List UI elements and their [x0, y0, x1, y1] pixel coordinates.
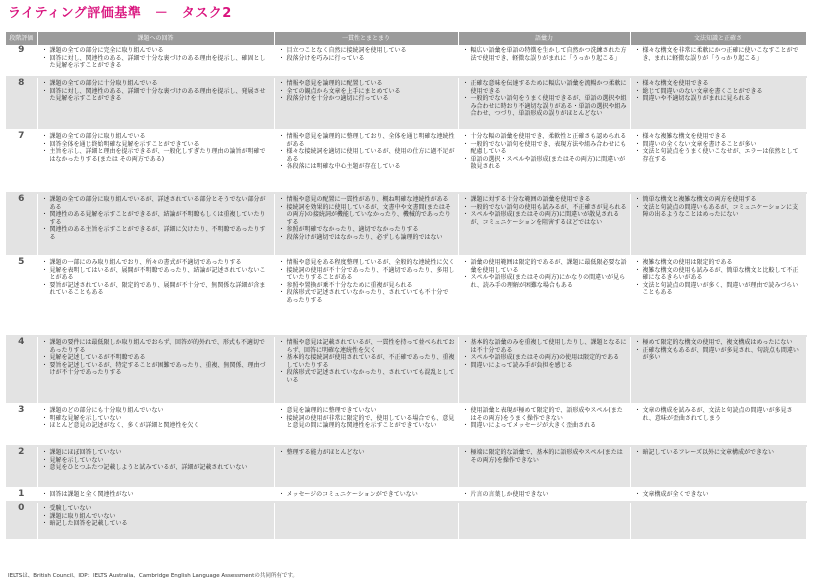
descriptor-item: ・ 主旨を示し、詳細と理由を提示できるが、一般化しすぎたり理由の論旨が明確ではなかったりする(または その両方である): [50, 148, 271, 163]
descriptor-item: ・ スペルや語形成(またはその両方)にかなりの間違いが見られ、読み手の理解が困難な場合もある: [471, 274, 627, 289]
col-header-task-response: 課題への回答: [37, 32, 274, 45]
descriptor-list: [462, 259, 627, 289]
descriptor-item: ・ 情報や意見の配置に一貫性があり、概ね明確な連続性がある: [287, 196, 455, 204]
band-row: [6, 256, 806, 336]
descriptor-item: ・ 簡単な構文と複雑な構文の両方を使用する: [643, 196, 803, 204]
descriptor-item: ・ スペルや語形成(またはその両方)に間違いが散見されるが、コミュニケーションを阻害するほどではない: [471, 211, 627, 226]
descriptor-list: [278, 339, 455, 384]
descriptor-item: ・ 見解を示していない: [50, 457, 271, 465]
descriptor-item: ・ 課題の全ての部分に十分取り組んでいる: [50, 80, 271, 88]
descriptor-item: ・ 参照が明確でなかったり、適切でなかったりする: [287, 226, 455, 234]
descriptor-item: ・ 様々な構文を使用できる: [643, 80, 803, 88]
descriptor-item: ・ 間違いの全くない文章を書けることが多い: [643, 141, 803, 149]
descriptor-item: ・ 極端に限定的な語彙で、基本的に語形成やスペル(またはその両方)を操作できない: [471, 449, 627, 464]
grammar-cell: [630, 446, 806, 488]
task-response-cell: [37, 446, 274, 488]
rubric-body: [6, 45, 806, 540]
coherence-cell: [274, 193, 458, 256]
grammar-cell: [630, 336, 806, 404]
band-row: [6, 336, 806, 404]
band-score: 3: [6, 404, 37, 446]
descriptor-item: ・ 片言の言葉しか使用できない: [471, 491, 627, 499]
band-row: [6, 488, 806, 502]
descriptor-item: ・ 一般的でない語句をうまく使用できるが、単語の選択や組み合わせに時おり不適切な誤りがある・単語の選択や組み合わせ、つづり、単語形成の誤りがほとんどない: [471, 95, 627, 118]
descriptor-item: ・ 様々な複雑な構文を使用できる: [643, 133, 803, 141]
descriptor-item: ・ 課題にほぼ回答していない: [50, 449, 271, 457]
descriptor-item: ・ 見解を記述しているが不明瞭である: [50, 354, 271, 362]
coherence-cell: [274, 336, 458, 404]
band-score: 5: [6, 256, 37, 336]
descriptor-item: ・ 文法と句読点をうまく使いこなせが、エラーは依然として存在する: [643, 148, 803, 163]
descriptor-item: ・ 全ての観点から文章を上手にまとめている: [287, 88, 455, 96]
descriptor-item: ・ 情報や意見を論理的に配置している: [287, 80, 455, 88]
descriptor-item: ・ 課題の全ての部分に取り組んでいるが、詳述されている部分とそうでない部分がある: [50, 196, 271, 211]
task-response-cell: [37, 193, 274, 256]
descriptor-item: ・ 文法と句読点の間違いが多く、間違いが理由で読みづらいこともある: [643, 282, 803, 297]
task-response-cell: [37, 502, 274, 540]
lexical-cell: [458, 502, 630, 540]
descriptor-list: [462, 133, 627, 171]
descriptor-item: ・ 回答に対し、関連性のある、詳細で十分な裏づけのある理由を提示し、発展させた見解を示すことができる: [50, 88, 271, 103]
descriptor-item: ・ 極めて限定的な構文の使用で、複文構成はめったにない: [643, 339, 803, 347]
descriptor-item: ・ 複雑な構文の使用も試みるが、簡単な構文と比較して不正確になるきらいがある: [643, 267, 803, 282]
descriptor-list: [278, 133, 455, 171]
descriptor-item: ・ 回答に対し、関連性のある、詳細で十分な裏づけのある理由を提示し、確固とした見解を示すことができる: [50, 55, 271, 70]
task-response-cell: [37, 130, 274, 193]
descriptor-item: ・ 課題に対する十分な範囲の語彙を使用できる: [471, 196, 627, 204]
lexical-cell: [458, 193, 630, 256]
descriptor-list: [278, 407, 455, 430]
descriptor-item: ・ 要旨が記述されているが、限定的であり、展開が不十分で、無関係な詳細が含まれていることもある: [50, 282, 271, 297]
descriptor-list: [41, 133, 271, 163]
descriptor-item: ・ スペルや語形成(またはその両方)の使用は限定的である: [471, 354, 627, 362]
descriptor-list: [41, 80, 271, 103]
descriptor-list: [634, 449, 803, 457]
descriptor-item: ・ 複雑な構文の使用は限定的である: [643, 259, 803, 267]
descriptor-item: ・ 接続詞の使用が非常に限定的で、使用している場合でも、意見と意見の間に論理的な関連性を示すことができていない: [287, 415, 455, 430]
grammar-cell: [630, 130, 806, 193]
coherence-cell: [274, 488, 458, 502]
band-row: [6, 77, 806, 130]
band-score: 9: [6, 45, 37, 77]
descriptor-list: [634, 80, 803, 103]
descriptor-item: ・ 関連性のある見解を示すことができるが、結論が不明瞭もしくは重複していたりする: [50, 211, 271, 226]
descriptor-item: ・ 意見をひとつふたつ記載しようと試みているが、詳細が記載されていない: [50, 464, 271, 472]
col-header-grammar: 文法知識と正確さ: [630, 32, 806, 45]
descriptor-item: ・ 回答全体を通じ終始明確な見解を示すことができている: [50, 141, 271, 149]
descriptor-item: ・ 課題の要件には最低限しか取り組んでおらず、回答が的外れで、形式も不適切であったりする: [50, 339, 271, 354]
grammar-cell: [630, 488, 806, 502]
band-score: 4: [6, 336, 37, 404]
descriptor-item: ・ 課題の全ての部分に取り組んでいる: [50, 133, 271, 141]
descriptor-item: ・ 間違いによって読み手が負担を感じる: [471, 362, 627, 370]
descriptor-item: ・ 課題の全ての部分に完全に取り組んでいる: [50, 47, 271, 55]
descriptor-item: ・ 見解を表明してはいるが、展開が不明瞭であったり、結論が記述されていないことがある: [50, 267, 271, 282]
copyright-footer: IELTSは、British Council、IDP：IELTS Australia、Cambridge English Language Assessmentの共同所有です。: [8, 573, 298, 579]
coherence-cell: [274, 404, 458, 446]
descriptor-item: ・ 情報や意見は記載されているが、一貫性を持って並べられておらず、回答に明確な連続性を欠く: [287, 339, 455, 354]
descriptor-item: ・ 段落分けが適切ではなかったり、必ずしも論理的ではない: [287, 234, 455, 242]
descriptor-list: [41, 505, 271, 528]
coherence-cell: [274, 77, 458, 130]
descriptor-item: ・ 文法と句読点の間違いもあるが、コミュニケーションに支障の出るようなことはめったにない: [643, 204, 803, 219]
descriptor-list: [634, 407, 803, 422]
descriptor-list: [462, 407, 627, 430]
descriptor-item: ・ 暗記しているフレーズ以外に文章構成ができない: [643, 449, 803, 457]
descriptor-item: ・ 課題に取り組んでいない: [50, 513, 271, 521]
band-score: 1: [6, 488, 37, 502]
descriptor-list: [634, 339, 803, 362]
descriptor-item: ・ 整理する能力がほとんどない: [287, 449, 455, 457]
descriptor-item: ・ ほとんど意見の記述がなく、多くが詳細と関連性を欠く: [50, 422, 271, 430]
descriptor-item: ・ 接続詞の使用が不十分であったり、不適切であったり、多用していたりすることがある: [287, 267, 455, 282]
descriptor-list: [462, 449, 627, 464]
descriptor-item: ・ 単語の選択・スペルや語形成(またはその両方)に間違いが散見される: [471, 156, 627, 171]
band-score: 0: [6, 502, 37, 540]
task-response-cell: [37, 45, 274, 77]
band-score: 8: [6, 77, 37, 130]
descriptor-item: ・ 意見を論理的に整理できていない: [287, 407, 455, 415]
lexical-cell: [458, 404, 630, 446]
col-header-band: 段階評価: [6, 32, 37, 45]
descriptor-item: ・ 様々な構文を非常に柔軟にかつ正確に使いこなすことができ、まれに軽微な誤りが「うっかり起こる」: [643, 47, 803, 62]
descriptor-list: [634, 133, 803, 163]
rubric-table: [6, 32, 807, 541]
task-response-cell: [37, 336, 274, 404]
descriptor-item: ・ 様々な接続詞を適切に使用しているが、使用の仕方に過不足がある: [287, 148, 455, 163]
descriptor-list: [462, 339, 627, 369]
band-row: [6, 45, 806, 77]
lexical-cell: [458, 130, 630, 193]
band-row: [6, 446, 806, 488]
coherence-cell: [274, 130, 458, 193]
descriptor-item: ・ 各段落には明確な中心主題が存在している: [287, 163, 455, 171]
descriptor-list: [41, 339, 271, 377]
descriptor-list: [634, 47, 803, 62]
lexical-cell: [458, 256, 630, 336]
lexical-cell: [458, 446, 630, 488]
task-response-cell: [37, 488, 274, 502]
band-row: [6, 404, 806, 446]
descriptor-item: ・ 間違いによってメッセージが大きく歪曲される: [471, 422, 627, 430]
task-response-cell: [37, 404, 274, 446]
descriptor-list: [41, 449, 271, 472]
descriptor-item: ・ 段落形式で記述されていなかったり、されていても不十分であったりする: [287, 289, 455, 304]
descriptor-list: [634, 491, 803, 499]
descriptor-list: [462, 47, 627, 62]
descriptor-item: ・ 段落形式で記述されていなかったり、されていても混乱としている: [287, 369, 455, 384]
coherence-cell: [274, 502, 458, 540]
descriptor-item: ・ 語彙の使用範囲は限定的であるが、課題に最低限必要な語彙を使用している: [471, 259, 627, 274]
col-header-lexical: 語彙力: [458, 32, 630, 45]
descriptor-item: ・ 暗記した回答を記載している: [50, 520, 271, 528]
coherence-cell: [274, 256, 458, 336]
band-row: [6, 130, 806, 193]
descriptor-item: ・ 総じて間違いのない文章を書くことができる: [643, 88, 803, 96]
grammar-cell: [630, 256, 806, 336]
descriptor-list: [462, 491, 627, 499]
grammar-cell: [630, 502, 806, 540]
descriptor-item: ・ 情報や意見をある程度整理しているが、全般的な連続性に欠く: [287, 259, 455, 267]
lexical-cell: [458, 77, 630, 130]
descriptor-item: ・ 使用語彙と表現が極めて限定的で、語形成やスペル(またはその両方)をうまく操作できない: [471, 407, 627, 422]
descriptor-item: ・ 基本的な語彙のみを重複して使用したりし、課題となるには不十分である: [471, 339, 627, 354]
header-row: [6, 32, 806, 45]
descriptor-list: [41, 259, 271, 297]
descriptor-item: ・ 情報や意見を論理的に整理しており、全体を通じ明確な連続性がある: [287, 133, 455, 148]
descriptor-item: ・ 正確な意味を伝達するために幅広い語彙を流暢かつ柔軟に使用できる: [471, 80, 627, 95]
descriptor-item: ・ 接続詞を効果的に使用しているが、文書中や文書間(またはその両方)の接続詞が機能していなかったり、機械的であったりする: [287, 204, 455, 227]
descriptor-list: [278, 259, 455, 304]
task-response-cell: [37, 256, 274, 336]
descriptor-item: ・ 間違いや不適切な誤りがまれに見られる: [643, 95, 803, 103]
col-header-coherence: 一貫性とまとまり: [274, 32, 458, 45]
descriptor-item: ・ 幅広い語彙を単語の特徴を生かして自然かつ洗練された方法で使用でき、軽微な誤りがまれに「うっかり起こる」: [471, 47, 627, 62]
coherence-cell: [274, 45, 458, 77]
descriptor-list: [278, 196, 455, 241]
descriptor-item: ・ 文章の構成を試みるが、文法と句読点の間違いが多見され、意味が歪曲されてしまう: [643, 407, 803, 422]
coherence-cell: [274, 446, 458, 488]
descriptor-list: [634, 259, 803, 297]
grammar-cell: [630, 404, 806, 446]
band-score: 7: [6, 130, 37, 193]
grammar-cell: [630, 193, 806, 256]
descriptor-item: ・ 回答は課題と全く関連性がない: [50, 491, 271, 499]
band-score: 6: [6, 193, 37, 256]
descriptor-item: ・ 参照や置換が乗不十分なために重複が見られる: [287, 282, 455, 290]
descriptor-list: [278, 47, 455, 62]
descriptor-list: [462, 80, 627, 118]
lexical-cell: [458, 488, 630, 502]
descriptor-item: ・ 要旨を記述しているが、特定することが困難であったり、重複、無関係、理由づけが不十分であったりする: [50, 362, 271, 377]
descriptor-item: ・ 段落分けを巧みに行っている: [287, 55, 455, 63]
grammar-cell: [630, 45, 806, 77]
descriptor-item: ・ 目立つことなく自然に接続詞を使用している: [287, 47, 455, 55]
descriptor-item: ・ メッセージのコミュニケーションができていない: [287, 491, 455, 499]
descriptor-item: ・ 一般的でない語句を使用でき、表現方法や組み合わせにも配慮している: [471, 141, 627, 156]
descriptor-list: [41, 47, 271, 70]
lexical-cell: [458, 45, 630, 77]
page-title: ライティング評価基準 － タスク2: [8, 6, 232, 21]
descriptor-item: ・ 段落分けを十分かつ適切に行っている: [287, 95, 455, 103]
grammar-cell: [630, 77, 806, 130]
descriptor-list: [278, 80, 455, 103]
descriptor-list: [278, 449, 455, 457]
descriptor-list: [634, 196, 803, 219]
descriptor-item: ・ 明確な見解を示していない: [50, 415, 271, 423]
descriptor-list: [41, 407, 271, 430]
descriptor-list: [462, 196, 627, 226]
task-response-cell: [37, 77, 274, 130]
descriptor-item: ・ 基本的な接続詞が使用されているが、不正確であったり、重複していたりする: [287, 354, 455, 369]
band-row: [6, 193, 806, 256]
descriptor-item: ・ 文章構成が全くできない: [643, 491, 803, 499]
descriptor-item: ・ 正確な構文もあるが、間違いが多見され、句読点も間違いが多い: [643, 347, 803, 362]
descriptor-list: [41, 196, 271, 241]
descriptor-item: ・ 課題のどの部分にも十分取り組んでいない: [50, 407, 271, 415]
band-row: [6, 502, 806, 540]
descriptor-item: ・ 十分な幅の語彙を使用でき、柔軟性と正確さも認められる: [471, 133, 627, 141]
descriptor-list: [278, 491, 455, 499]
descriptor-item: ・ 関連性のある主旨を示すことができるが、詳細に欠けたり、不明瞭であったりする: [50, 226, 271, 241]
descriptor-item: ・ 受験していない: [50, 505, 271, 513]
descriptor-list: [41, 491, 271, 499]
lexical-cell: [458, 336, 630, 404]
descriptor-item: ・ 課題の一部にのみ取り組んでおり、所々の書式が不適切であったりする: [50, 259, 271, 267]
band-score: 2: [6, 446, 37, 488]
descriptor-item: ・ 一般的でない語句の使用も試みるが、不正確さが見られる: [471, 204, 627, 212]
